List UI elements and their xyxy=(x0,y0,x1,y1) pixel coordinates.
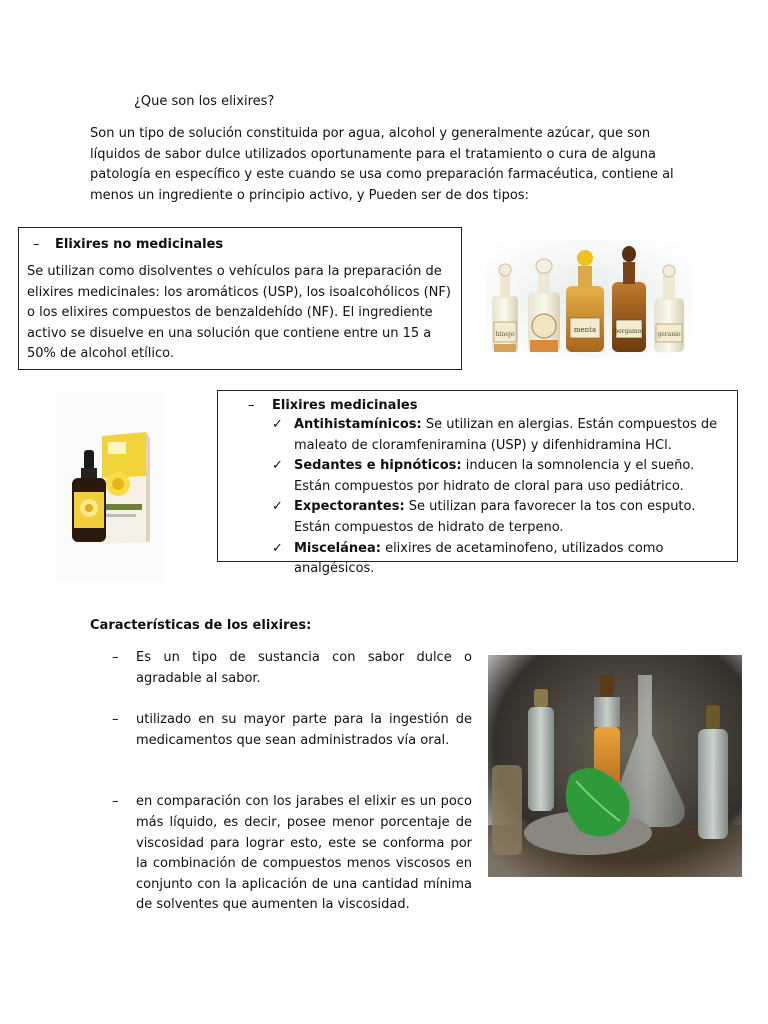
item-text: Se utilizan en alergias. Están compuestos de maleato de cloramfeniramina (USP) y difenhidramina HCl. xyxy=(294,417,718,453)
list-item xyxy=(272,497,727,538)
dash-bullet: – xyxy=(112,794,119,810)
item-text: inducen la somnolencia y el sueño. Están compuestos por hidrato de cloral para uso pediátrico. xyxy=(294,458,695,494)
section-question: ¿Que son los elixires? xyxy=(134,94,275,109)
list-item xyxy=(112,648,472,689)
box-medicinales xyxy=(217,390,738,577)
list-item xyxy=(272,456,727,497)
medicinales-list xyxy=(248,415,727,580)
caracteristicas-title: Características de los elixires: xyxy=(90,618,312,633)
vials-leaf-image xyxy=(488,655,742,877)
caracteristicas-list xyxy=(112,648,472,937)
item-text: en comparación con los jarabes el elixir es un poco más líquido, es decir, posee menor porcentaje de viscosidad para lograr esto, este se conforma por la combinación de compuestos menos viscosos en conjunto con la aplicación de una cantidad mínima de solventes que aumenten la viscosidad. xyxy=(136,794,472,913)
item-text: utilizado en su mayor parte para la ingestión de medicamentos que sean administrados vía oral. xyxy=(136,712,472,748)
medicinales-title: Elixires medicinales xyxy=(272,398,418,413)
svg-text:geranio: geranio xyxy=(657,331,681,338)
item-text: elixires de acetaminofeno, utilizados como analgésicos. xyxy=(294,540,664,577)
no-medicinales-title: Elixires no medicinales xyxy=(55,236,224,252)
svg-text:hinojo: hinojo xyxy=(495,331,515,338)
item-text: Es un tipo de sustancia con sabor dulce o agradable al sabor. xyxy=(136,650,472,686)
item-term: Miscelánea: xyxy=(294,540,381,556)
list-item xyxy=(112,792,472,916)
no-medicinales-body: Se utilizan como disolventes o vehículos para la preparación de elixires medicinales: los aromáticos (USP), los isoalcohólicos (NF) o los elixires compuestos de benzaldehído (NF). El ingrediente activo se disuelve en una solución que contiene entre un 15 a 50% de alcohol etílico. xyxy=(27,264,451,362)
svg-text:menta: menta xyxy=(573,326,597,334)
checkmark-icon: ✓ xyxy=(272,499,283,515)
item-term: Antihistamínicos: xyxy=(294,417,422,432)
svg-text:bergamot: bergamot xyxy=(614,328,644,335)
checkmark-icon: ✓ xyxy=(272,458,283,474)
item-text: Se utilizan para favorecer la tos con esputo. Están compuestos de hidrato de terpeno. xyxy=(294,499,696,535)
checkmark-icon: ✓ xyxy=(272,417,283,432)
dash-bullet: – xyxy=(112,712,119,728)
item-term: Expectorantes: xyxy=(294,499,405,515)
box-no-medicinales xyxy=(18,227,462,370)
list-item xyxy=(272,415,727,456)
dash-bullet: – xyxy=(33,236,40,252)
apothecary-bottles-image xyxy=(486,240,692,358)
list-item xyxy=(272,539,727,580)
dash-bullet: – xyxy=(248,398,255,413)
dropper-bottle-image xyxy=(56,392,164,582)
checkmark-icon: ✓ xyxy=(272,540,283,556)
list-item xyxy=(112,710,472,751)
dash-bullet: – xyxy=(112,650,119,665)
item-term: Sedantes e hipnóticos: xyxy=(294,458,462,474)
intro-paragraph: Son un tipo de solución constituida por agua, alcohol y generalmente azúcar, que son líquidos de sabor dulce utilizados oportunamente para el tratamiento o cura de alguna patología en específico y este cuando se usa como preparación farmacéutica, contiene al menos un ingrediente o principio activo, y Pueden ser de dos tipos: xyxy=(90,126,674,203)
